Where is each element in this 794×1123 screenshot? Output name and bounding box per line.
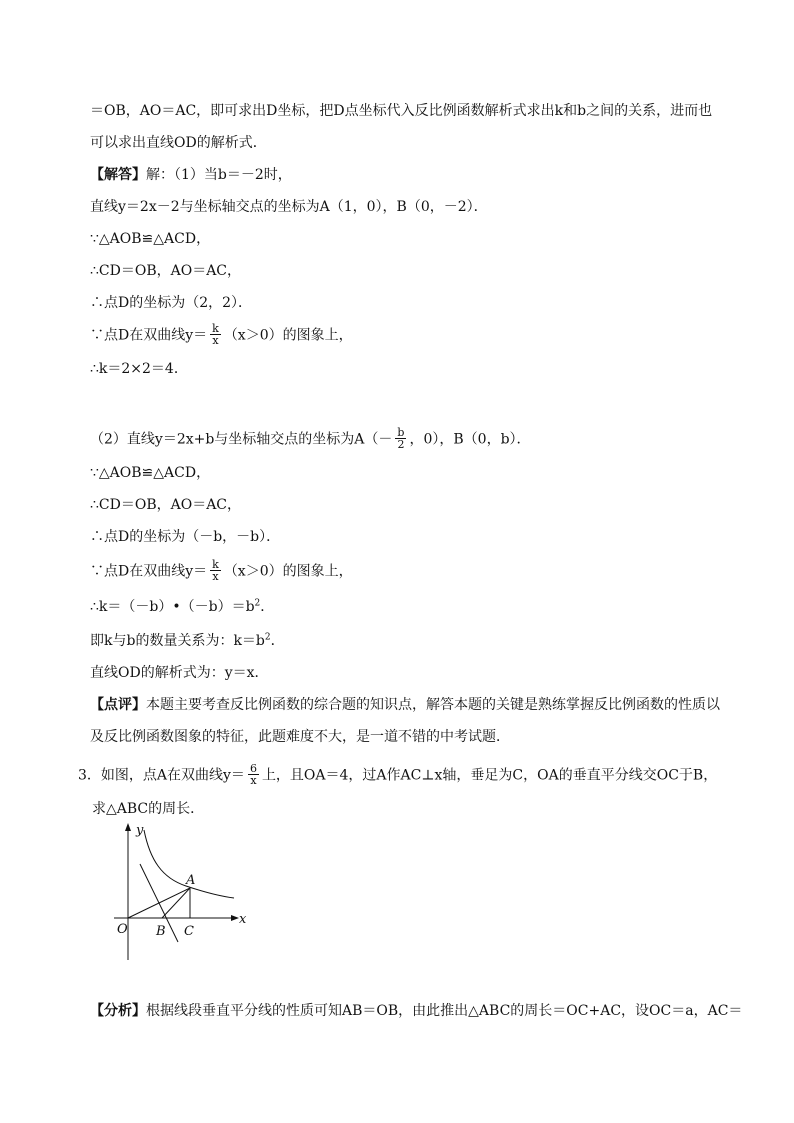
text-line: ∴CD＝OB，AO＝AC，	[90, 497, 242, 513]
text-line: ∴CD＝OB，AO＝AC，	[90, 263, 242, 279]
text-line	[90, 630, 730, 652]
y-axis-arrow	[125, 823, 131, 831]
fraction-numerator: k	[212, 322, 219, 335]
analysis-heading	[90, 1000, 743, 1022]
fraction-numerator: b	[397, 426, 405, 439]
label-x: x	[239, 912, 247, 927]
text-line: ∴k＝2×2＝4．	[90, 361, 188, 377]
text-line: 及反比例函数图象的特征，此题难度不大，是一道不错的中考试题．	[90, 729, 510, 745]
text-span: （x＞0）的图象上，	[223, 327, 353, 344]
text-line	[90, 596, 730, 618]
text-span: 本题主要考查反比例函数的综合题的知识点，解答本题的关键是熟练掌握反比例函数的性质以	[146, 697, 720, 713]
hyperbola-figure	[114, 820, 254, 965]
answer-heading	[90, 164, 730, 186]
label-O: O	[117, 922, 128, 937]
label-y: y	[136, 823, 144, 838]
fraction	[395, 427, 406, 450]
text-line: ＝OB，AO＝AC，即可求出D坐标，把D点坐标代入反比例函数解析式求出k和b之间的关系，进而也	[90, 103, 713, 119]
label-A: A	[186, 873, 196, 888]
answer-tag: 【解答】	[90, 167, 146, 183]
fraction-denominator: x	[248, 774, 259, 786]
text-line: 求△ABC的周长．	[92, 801, 205, 817]
superscript: 2	[254, 598, 261, 609]
fraction	[210, 323, 221, 346]
label-C: C	[184, 924, 194, 939]
text-span: （2）直线y＝2x+b与坐标轴交点的坐标为A（－	[90, 431, 393, 448]
text-span: 根据线段垂直平分线的性质可知AB＝OB，由此推出△ABC的周长＝OC+AC，设OC＝a，AC＝	[146, 1003, 743, 1019]
x-axis-arrow	[231, 915, 239, 921]
fraction	[248, 763, 259, 786]
text-line-with-fraction	[90, 560, 730, 582]
text-span: ，0），B（0，b）．	[409, 431, 531, 448]
fraction-denominator: x	[210, 570, 221, 582]
text-span: ∵点D在双曲线y＝	[90, 563, 208, 580]
fraction-numerator: k	[212, 558, 219, 571]
text-span: ．	[270, 633, 285, 649]
text-span: 上，且OA＝4，过A作AC⊥x轴，垂足为C，OA的垂直平分线交OC于B，	[261, 767, 718, 784]
fraction-denominator: x	[210, 334, 221, 346]
text-span: ∴k＝（－b）•（－b）＝b	[90, 599, 255, 615]
text-span: 解：（1）当b＝－2时，	[146, 167, 292, 183]
text-line: ∵△AOB≌△ACD，	[90, 231, 211, 247]
text-span: 3．如图，点A在双曲线y＝	[78, 767, 245, 784]
text-line-with-fraction	[90, 428, 730, 450]
fraction-denominator: 2	[395, 438, 406, 450]
text-line: 直线y＝2x－2与坐标轴交点的坐标为A（1，0），B（0，－2）．	[90, 199, 488, 215]
label-B: B	[156, 924, 166, 939]
text-span: ∵点D在双曲线y＝	[90, 327, 208, 344]
fraction-numerator: 6	[249, 762, 257, 775]
comment-tag: 【点评】	[90, 697, 146, 713]
segment-OA	[128, 888, 190, 918]
text-line: 可以求出直线OD的解析式．	[90, 135, 267, 151]
question-3	[78, 764, 718, 786]
text-span: （x＞0）的图象上，	[223, 563, 353, 580]
text-line: 直线OD的解析式为：y＝x．	[90, 665, 269, 681]
superscript: 2	[264, 632, 271, 643]
text-line: ∵△AOB≌△ACD，	[90, 465, 211, 481]
text-line: ∴点D的坐标为（－b，－b）．	[90, 529, 281, 545]
segment-AB	[162, 888, 190, 918]
text-line-with-fraction	[90, 324, 730, 346]
comment-heading	[90, 694, 730, 716]
analysis-tag: 【分析】	[90, 1003, 146, 1019]
text-line: ∴点D的坐标为（2，2）．	[90, 295, 253, 311]
fraction	[210, 559, 221, 582]
text-span: 即k与b的数量关系为：k＝b	[90, 633, 265, 649]
text-span: ．	[260, 599, 275, 615]
